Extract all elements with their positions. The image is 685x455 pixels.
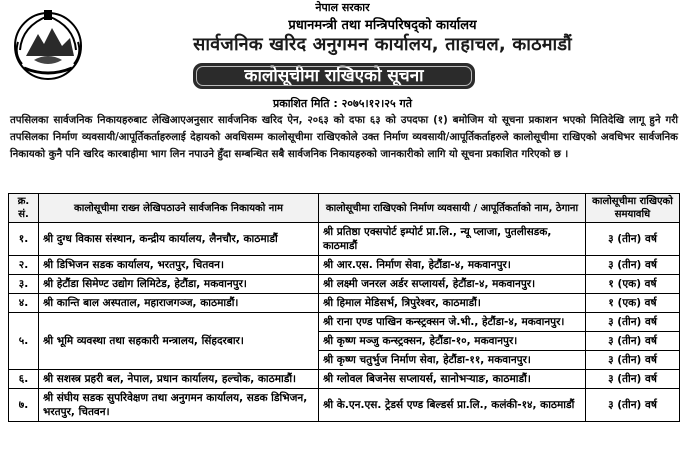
header-sn: क्र. सं. <box>9 194 39 223</box>
row-org: श्री संघीय सडक सुपरिवेक्षण तथा अनुगमन कार्यालय, सडक डिभिजन, भरतपुर, चितवन। <box>39 389 319 422</box>
row-firm: श्री कृष्ण मञ्जु कन्स्ट्रक्सन, हेटौंडा-१०, मकवानपुर। <box>319 332 586 351</box>
row-firm: श्री ग्लोवल बिजनेस सप्लायर्स, सानोभऱ्याङ, काठमाडौं। <box>319 370 586 389</box>
row-sn: ७. <box>9 389 39 422</box>
row-sn: ३. <box>9 275 39 294</box>
row-duration: १ (एक) वर्ष <box>586 275 680 294</box>
header-duration: कालोसूचीमा राखिएको समयावधि <box>586 194 680 223</box>
table-row <box>9 294 680 313</box>
row-sn: ६. <box>9 370 39 389</box>
row-org: श्री कान्ति बाल अस्पताल, महाराजगञ्ज, काठमाडौं। <box>39 294 319 313</box>
pm-office-name: प्रधानमन्त्री तथा मन्त्रिपरिषद्को कार्यालय <box>288 18 477 33</box>
government-name: नेपाल सरकार <box>315 1 370 14</box>
row-org: श्री दुग्ध विकास संस्थान, कन्द्रीय कार्यालय, लैनचौर, काठमाडौं <box>39 223 319 256</box>
row-org: श्री हेटौंडा सिमेण्ट उद्योग लिमिटेड, हेटौंडा, मकवानपुर। <box>39 275 319 294</box>
table-row <box>9 313 680 332</box>
row-sn: ४. <box>9 294 39 313</box>
office-name: सार्वजनिक खरिद अनुगमन कार्यालय, ताहाचल, काठमाडौं <box>193 34 572 55</box>
row-org: श्री भूमि व्यवस्था तथा सहकारी मन्त्रालय, सिंहदरबार। <box>39 313 319 370</box>
banner-border <box>196 66 472 86</box>
row-firm: श्री प्रतिष्ठा एक्सपोर्ट इम्पोर्ट प्रा.लि., न्यू प्लाजा, पुतलीसडक, काठमाडौं <box>319 223 586 256</box>
row-firm: श्री राना एण्ड पाखिन कन्स्ट्रक्सन जे.भी., हेटौंडा-४, मकवानपुर। <box>319 313 586 332</box>
table-row <box>9 223 680 256</box>
row-org: श्री सशस्त्र प्रहरी बल, नेपाल, प्रधान कार्यालय, हल्चोक, काठमाडौं। <box>39 370 319 389</box>
row-firm: श्री के.एन.एस. ट्रेडर्स एण्ड बिल्डर्स प्रा.लि., कलंकी-१४, काठमाडौं <box>319 389 586 422</box>
row-sn: २. <box>9 256 39 275</box>
row-firm: श्री लक्ष्मी जनरल अर्डर सप्लायर्स, हेटौंडा-४, मकवानपुर। <box>319 275 586 294</box>
blacklist-table <box>8 193 680 422</box>
row-duration: ३ (तीन) वर्ष <box>586 313 680 332</box>
table-row <box>9 275 680 294</box>
header-org: कालोसूचीमा राख्न लेखिपठाउने सार्वजनिक निकायको नाम <box>39 194 319 223</box>
row-duration: ३ (तीन) वर्ष <box>586 351 680 370</box>
table-header-row <box>9 194 680 223</box>
row-firm: श्री कृष्ण चतुर्भुज निर्माण सेवा, हेटौंडा-११, मकवानपुर। <box>319 351 586 370</box>
notice-title: कालोसूचीमा राखिएको सूचना <box>244 66 424 86</box>
row-duration: ३ (तीन) वर्ष <box>586 332 680 351</box>
row-duration: ३ (तीन) वर्ष <box>586 256 680 275</box>
row-firm: श्री हिमाल मेडिसर्भ, त्रिपुरेश्वर, काठमाडौं। <box>319 294 586 313</box>
table-row <box>9 256 680 275</box>
row-duration: १ (एक) वर्ष <box>586 294 680 313</box>
row-sn: ५. <box>9 313 39 370</box>
row-duration: ३ (तीन) वर्ष <box>586 389 680 422</box>
intro-paragraph: तपसिलका सार्वजनिक निकायहरुबाट लेखिआएअनुसार सार्वजनिक खरिद ऐन, २०६३ को दफा ६३ को उपदफा (१) बमोजिम यो सूचना प्रकाशन भएको मितिदेखि लागू हुने गरी तपसिलका निर्माण व्यवसायी/आपूर्तिकर्ताहरुलाई देहायको अवधिसम्म कालोसूचीमा राखिएकोले उक्त निर्माण व्यवसायी/आपूर्तिकर्ताहरुले कालोसूचीमा राखिएको अवधिभर सार्वजनिक निकायको कुनै पनि खरिद कारबाहीमा भाग लिन नपाउने हुँदा सम्बन्धित सबै सार्वजनिक निकायहरुको जानकारीको लागि यो सूचना प्रकाशित गरिएको छ । <box>10 115 678 160</box>
table-row <box>9 389 680 422</box>
notice-title-banner <box>193 63 475 89</box>
row-sn: १. <box>9 223 39 256</box>
row-duration: ३ (तीन) वर्ष <box>586 223 680 256</box>
row-org: श्री डिभिजन सडक कार्यालय, भरतपुर, चितवन। <box>39 256 319 275</box>
header-firm: कालोसूचीमा राखिएको निर्माण व्यवसायी / आपूर्तिकर्ताको नाम, ठेगाना <box>319 194 586 223</box>
row-duration: ३ (तीन) वर्ष <box>586 370 680 389</box>
table-row <box>9 370 680 389</box>
row-firm: श्री आर.एस. निर्माण सेवा, हेटौंडा-४, मकवानपुर। <box>319 256 586 275</box>
published-date: प्रकाशित मिति : २०७५।१२।२५ गते <box>273 97 412 110</box>
